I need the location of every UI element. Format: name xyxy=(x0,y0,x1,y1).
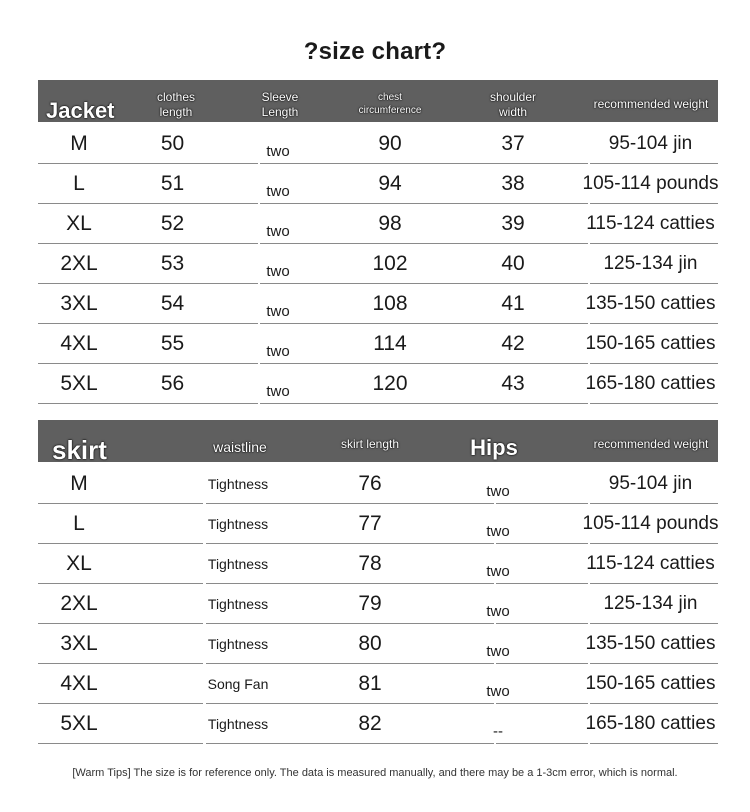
waistline-cell: Tightness xyxy=(207,516,269,532)
row-divider xyxy=(38,743,203,744)
skirt-header-length: skirt length xyxy=(340,437,400,451)
size-cell: 2XL xyxy=(60,252,98,275)
jacket-header-chest: chest circumference xyxy=(358,92,422,116)
weight-cell: 95-104 jin xyxy=(608,473,693,494)
skirt-header-waist: waistline xyxy=(213,439,267,455)
size-cell: 4XL xyxy=(60,672,98,695)
sleeve-length-cell: two xyxy=(266,303,290,320)
skirt-length-cell: 79 xyxy=(358,592,382,615)
size-cell: XL xyxy=(66,212,92,235)
table-row xyxy=(38,284,718,324)
weight-cell: 135-150 catties xyxy=(585,293,716,314)
hips-cell: two xyxy=(486,523,510,540)
skirt-header-hips: Hips xyxy=(470,435,518,460)
table-row xyxy=(38,324,718,364)
sleeve-length-cell: two xyxy=(266,223,290,240)
waistline-cell: Tightness xyxy=(207,716,269,732)
warm-tips-note: [Warm Tips] The size is for reference only. The data is measured manually, and there may be a 1-3cm error, which is normal. xyxy=(72,767,678,779)
skirt-length-cell: 81 xyxy=(358,672,382,695)
chest-cell: 120 xyxy=(372,372,408,395)
shoulder-cell: 37 xyxy=(501,132,525,155)
size-cell: L xyxy=(73,172,85,195)
clothes-length-cell: 53 xyxy=(160,252,185,275)
chest-cell: 98 xyxy=(378,212,402,235)
table-row xyxy=(38,464,718,504)
weight-cell: 95-104 jin xyxy=(608,133,693,154)
jacket-header-sleeve: Sleeve Length xyxy=(261,90,299,119)
waistline-cell: Tightness xyxy=(207,476,269,492)
weight-cell: 115-124 catties xyxy=(586,553,715,574)
size-cell: M xyxy=(70,132,88,155)
clothes-length-cell: 51 xyxy=(160,172,185,195)
weight-cell: 105-114 pounds xyxy=(582,173,719,194)
size-cell: L xyxy=(73,512,85,535)
weight-cell: 115-124 catties xyxy=(586,213,715,234)
skirt-header-row xyxy=(38,420,718,465)
sleeve-length-cell: two xyxy=(266,263,290,280)
jacket-header-title: Jacket xyxy=(46,98,115,123)
skirt-header-title: skirt xyxy=(52,435,107,465)
hips-cell: two xyxy=(486,563,510,580)
sleeve-length-cell: two xyxy=(266,343,290,360)
hips-cell: two xyxy=(486,603,510,620)
waistline-cell: Tightness xyxy=(207,636,269,652)
skirt-length-cell: 82 xyxy=(358,712,382,735)
jacket-header-row xyxy=(38,80,718,122)
clothes-length-cell: 50 xyxy=(160,132,185,155)
table-row xyxy=(38,664,718,704)
chest-cell: 102 xyxy=(372,252,408,275)
size-cell: 3XL xyxy=(60,632,98,655)
weight-cell: 165-180 catties xyxy=(585,713,716,734)
size-cell: XL xyxy=(66,552,92,575)
table-row xyxy=(38,584,718,624)
chest-cell: 114 xyxy=(373,332,407,355)
hips-cell: two xyxy=(486,683,510,700)
row-divider xyxy=(590,743,718,744)
weight-cell: 150-165 catties xyxy=(585,673,716,694)
size-cell: 2XL xyxy=(60,592,98,615)
table-row xyxy=(38,244,718,284)
sleeve-length-cell: two xyxy=(266,383,290,400)
table-row xyxy=(38,364,718,404)
table-row xyxy=(38,504,718,544)
shoulder-cell: 43 xyxy=(501,372,525,395)
size-cell: M xyxy=(70,472,88,495)
jacket-header-shoulder: shoulder width xyxy=(489,90,537,119)
row-divider xyxy=(590,403,718,404)
page-title: ?size chart? xyxy=(303,38,447,65)
waistline-cell: Song Fan xyxy=(207,676,269,692)
chest-cell: 90 xyxy=(378,132,402,155)
hips-cell: -- xyxy=(493,723,503,740)
sleeve-length-cell: two xyxy=(266,143,290,160)
size-cell: 5XL xyxy=(60,372,98,395)
sleeve-length-cell: two xyxy=(266,183,290,200)
clothes-length-cell: 54 xyxy=(160,292,185,315)
jacket-header-weight: recommended weight xyxy=(593,97,709,111)
shoulder-cell: 41 xyxy=(501,292,525,315)
row-divider xyxy=(206,743,494,744)
shoulder-cell: 38 xyxy=(501,172,525,195)
row-divider xyxy=(496,743,588,744)
hips-cell: two xyxy=(486,483,510,500)
weight-cell: 150-165 catties xyxy=(585,333,716,354)
table-row xyxy=(38,124,718,164)
chest-cell: 94 xyxy=(378,172,402,195)
table-row xyxy=(38,624,718,664)
row-divider xyxy=(38,403,258,404)
weight-cell: 135-150 catties xyxy=(585,633,716,654)
clothes-length-cell: 52 xyxy=(160,212,185,235)
waistline-cell: Tightness xyxy=(207,556,269,572)
table-row xyxy=(38,704,718,744)
weight-cell: 125-134 jin xyxy=(603,593,698,614)
weight-cell: 125-134 jin xyxy=(603,253,698,274)
shoulder-cell: 40 xyxy=(501,252,525,275)
shoulder-cell: 39 xyxy=(501,212,525,235)
size-cell: 5XL xyxy=(60,712,98,735)
waistline-cell: Tightness xyxy=(207,596,269,612)
clothes-length-cell: 56 xyxy=(160,372,185,395)
size-cell: 4XL xyxy=(60,332,98,355)
table-row xyxy=(38,544,718,584)
skirt-length-cell: 78 xyxy=(358,552,382,575)
row-divider xyxy=(260,403,588,404)
size-cell: 3XL xyxy=(60,292,98,315)
skirt-length-cell: 77 xyxy=(358,512,382,535)
skirt-header-weight: recommended weight xyxy=(593,437,709,451)
weight-cell: 105-114 pounds xyxy=(582,513,719,534)
table-row xyxy=(38,204,718,244)
jacket-header-length: clothes length xyxy=(156,90,196,119)
skirt-length-cell: 80 xyxy=(358,632,382,655)
weight-cell: 165-180 catties xyxy=(585,373,716,394)
table-row xyxy=(38,164,718,204)
skirt-length-cell: 76 xyxy=(358,472,382,495)
chest-cell: 108 xyxy=(372,292,408,315)
clothes-length-cell: 55 xyxy=(160,332,185,355)
shoulder-cell: 42 xyxy=(501,332,525,355)
hips-cell: two xyxy=(486,643,510,660)
